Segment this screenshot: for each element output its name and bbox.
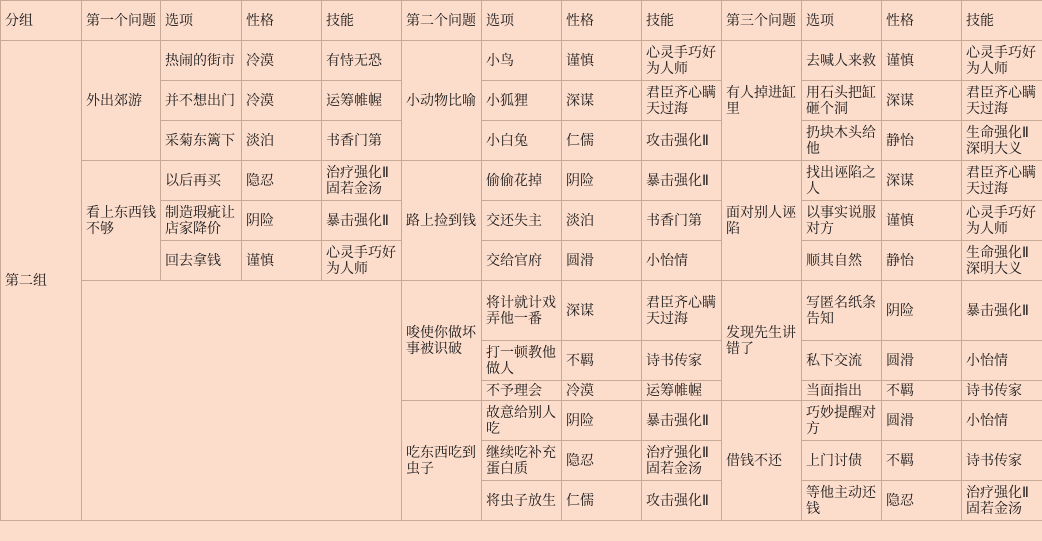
- q1-skill: 心灵手巧好为人师: [322, 241, 402, 281]
- header-cell: 第一个问题: [82, 1, 161, 41]
- q1-trait: 谨慎: [242, 241, 322, 281]
- q3-skill: 君臣齐心瞒天过海: [962, 161, 1042, 201]
- q3-option: 以事实说服对方: [802, 201, 882, 241]
- q2-trait: 不羁: [562, 341, 642, 381]
- q3-skill: 生命强化Ⅱ深明大义: [962, 121, 1042, 161]
- q3-skill: 君臣齐心瞒天过海: [962, 81, 1042, 121]
- q3-trait: 阴险: [882, 281, 962, 341]
- q2-question: 吃东西吃到虫子: [402, 401, 482, 521]
- q3-question: 有人掉进缸里: [722, 41, 802, 161]
- q2-trait: 谨慎: [562, 41, 642, 81]
- q3-trait: 谨慎: [882, 201, 962, 241]
- q2-option: 故意给别人吃: [482, 401, 562, 441]
- q2-skill: 诗书传家: [642, 341, 722, 381]
- q3-option: 私下交流: [802, 341, 882, 381]
- q2-trait: 仁儒: [562, 121, 642, 161]
- q3-option: 等他主动还钱: [802, 481, 882, 521]
- q2-question: 路上捡到钱: [402, 161, 482, 281]
- header-cell: 性格: [562, 1, 642, 41]
- q2-option: 继续吃补充蛋白质: [482, 441, 562, 481]
- q1-trait: 阴险: [242, 201, 322, 241]
- q2-option: 将虫子放生: [482, 481, 562, 521]
- q1-option: 以后再买: [161, 161, 242, 201]
- q2-skill: 攻击强化Ⅱ: [642, 481, 722, 521]
- q2-option: 小白兔: [482, 121, 562, 161]
- q2-trait: 仁儒: [562, 481, 642, 521]
- q3-skill: 心灵手巧好为人师: [962, 41, 1042, 81]
- q1-skill: 书香门第: [322, 121, 402, 161]
- q1-skill: 暴击强化Ⅱ: [322, 201, 402, 241]
- table-row: [1, 41, 1042, 81]
- q2-skill: 治疗强化Ⅱ固若金汤: [642, 441, 722, 481]
- q3-trait: 深谋: [882, 161, 962, 201]
- q2-option: 不予理会: [482, 381, 562, 401]
- q3-trait: 静怡: [882, 241, 962, 281]
- q2-question: 小动物比喻: [402, 41, 482, 161]
- q3-option: 写匿名纸条告知: [802, 281, 882, 341]
- q2-option: 偷偷花掉: [482, 161, 562, 201]
- q2-option: 交给官府: [482, 241, 562, 281]
- q3-option: 巧妙提醒对方: [802, 401, 882, 441]
- q1-skill: 运筹帷幄: [322, 81, 402, 121]
- q3-skill: 心灵手巧好为人师: [962, 201, 1042, 241]
- q2-option: 交还失主: [482, 201, 562, 241]
- q3-trait: 不羁: [882, 381, 962, 401]
- header-cell: 技能: [642, 1, 722, 41]
- q3-question: 面对别人诬陷: [722, 161, 802, 281]
- q3-skill: 小怡情: [962, 401, 1042, 441]
- q1-trait: 隐忍: [242, 161, 322, 201]
- q1-trait: 冷漠: [242, 41, 322, 81]
- q3-question: 发现先生讲错了: [722, 281, 802, 401]
- q2-option: 将计就计戏弄他一番: [482, 281, 562, 341]
- q3-trait: 静怡: [882, 121, 962, 161]
- q1-option: 回去拿钱: [161, 241, 242, 281]
- header-row: [1, 1, 1042, 41]
- q3-trait: 圆滑: [882, 401, 962, 441]
- empty-merged-cell: [82, 281, 402, 521]
- q2-trait: 阴险: [562, 161, 642, 201]
- q2-trait: 淡泊: [562, 201, 642, 241]
- q2-skill: 暴击强化Ⅱ: [642, 401, 722, 441]
- table-row: [1, 161, 1042, 201]
- q2-skill: 攻击强化Ⅱ: [642, 121, 722, 161]
- header-cell: 性格: [242, 1, 322, 41]
- q2-skill: 运筹帷幄: [642, 381, 722, 401]
- q2-option: 打一顿教他做人: [482, 341, 562, 381]
- q3-skill: 暴击强化Ⅱ: [962, 281, 1042, 341]
- q2-skill: 书香门第: [642, 201, 722, 241]
- q2-trait: 隐忍: [562, 441, 642, 481]
- q3-trait: 不羁: [882, 441, 962, 481]
- header-cell: 选项: [482, 1, 562, 41]
- q1-skill: 治疗强化Ⅱ固若金汤: [322, 161, 402, 201]
- q2-skill: 君臣齐心瞒天过海: [642, 81, 722, 121]
- q1-option: 热闹的街市: [161, 41, 242, 81]
- q1-trait: 冷漠: [242, 81, 322, 121]
- q3-option: 找出诬陷之人: [802, 161, 882, 201]
- q2-skill: 暴击强化Ⅱ: [642, 161, 722, 201]
- table-row: [1, 281, 1042, 341]
- q2-option: 小狐狸: [482, 81, 562, 121]
- q2-trait: 圆滑: [562, 241, 642, 281]
- q3-trait: 谨慎: [882, 41, 962, 81]
- q3-option: 上门讨债: [802, 441, 882, 481]
- q3-trait: 隐忍: [882, 481, 962, 521]
- q3-option: 去喊人来救: [802, 41, 882, 81]
- q2-question: 唆使你做坏事被识破: [402, 281, 482, 401]
- q2-trait: 冷漠: [562, 381, 642, 401]
- q3-skill: 治疗强化Ⅱ固若金汤: [962, 481, 1042, 521]
- q3-skill: 小怡情: [962, 341, 1042, 381]
- q3-trait: 圆滑: [882, 341, 962, 381]
- header-cell: 分组: [1, 1, 82, 41]
- q1-question: 外出郊游: [82, 41, 161, 161]
- q3-skill: 诗书传家: [962, 441, 1042, 481]
- q1-skill: 有恃无恐: [322, 41, 402, 81]
- q3-skill: 诗书传家: [962, 381, 1042, 401]
- q2-trait: 深谋: [562, 281, 642, 341]
- header-cell: 技能: [962, 1, 1042, 41]
- q2-option: 小鸟: [482, 41, 562, 81]
- q3-option: 扔块木头给他: [802, 121, 882, 161]
- q1-question: 看上东西钱不够: [82, 161, 161, 281]
- q2-skill: 君臣齐心瞒天过海: [642, 281, 722, 341]
- header-cell: 第三个问题: [722, 1, 802, 41]
- q3-skill: 生命强化Ⅱ深明大义: [962, 241, 1042, 281]
- header-cell: 选项: [802, 1, 882, 41]
- q3-question: 借钱不还: [722, 401, 802, 521]
- q1-option: 采菊东篱下: [161, 121, 242, 161]
- q2-skill: 心灵手巧好为人师: [642, 41, 722, 81]
- q1-option: 并不想出门: [161, 81, 242, 121]
- q1-trait: 淡泊: [242, 121, 322, 161]
- q3-option: 顺其自然: [802, 241, 882, 281]
- header-cell: 性格: [882, 1, 962, 41]
- header-cell: 选项: [161, 1, 242, 41]
- group-cell: 第二组: [1, 41, 82, 521]
- header-cell: 技能: [322, 1, 402, 41]
- q3-option: 当面指出: [802, 381, 882, 401]
- q2-trait: 阴险: [562, 401, 642, 441]
- q3-trait: 深谋: [882, 81, 962, 121]
- q3-option: 用石头把缸砸个洞: [802, 81, 882, 121]
- q2-skill: 小怡情: [642, 241, 722, 281]
- q2-trait: 深谋: [562, 81, 642, 121]
- q1-option: 制造瑕疵让店家降价: [161, 201, 242, 241]
- header-cell: 第二个问题: [402, 1, 482, 41]
